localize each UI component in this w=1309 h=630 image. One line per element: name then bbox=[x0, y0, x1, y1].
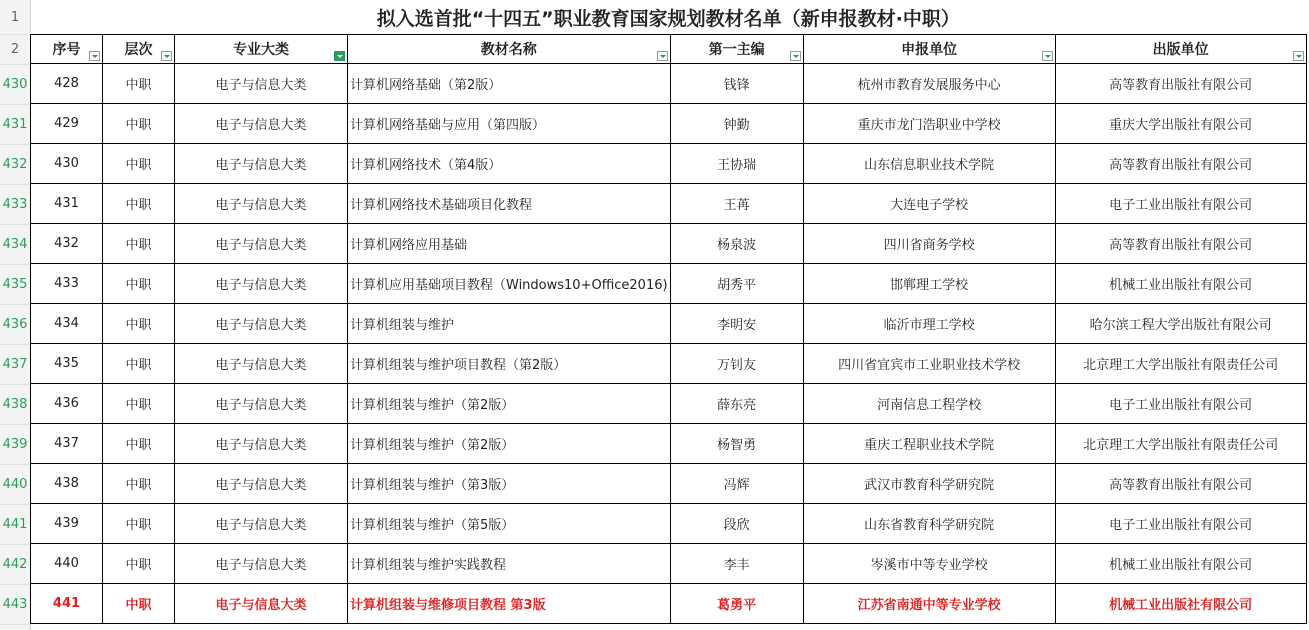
row-number[interactable]: 440 bbox=[0, 465, 30, 505]
filter-dropdown-icon[interactable] bbox=[161, 51, 172, 61]
publisher-cell[interactable]: 哈尔滨工程大学出版社有限公司 bbox=[1055, 304, 1306, 344]
category-cell[interactable]: 电子与信息大类 bbox=[175, 184, 348, 224]
chief-editor-cell[interactable]: 葛勇平 bbox=[670, 584, 803, 624]
header-label: 教材名称 bbox=[480, 42, 537, 58]
index-cell[interactable]: 437 bbox=[31, 424, 103, 464]
applicant-unit-cell[interactable]: 大连电子学校 bbox=[803, 184, 1055, 224]
table-row bbox=[31, 504, 1307, 544]
chief-editor-cell[interactable]: 钟勤 bbox=[670, 104, 803, 144]
index-cell[interactable]: 439 bbox=[31, 504, 103, 544]
row-number-column bbox=[0, 0, 31, 630]
applicant-unit-cell[interactable]: 临沂市理工学校 bbox=[803, 304, 1055, 344]
category-cell[interactable]: 电子与信息大类 bbox=[175, 584, 348, 624]
applicant-unit-cell[interactable]: 杭州市教育发展服务中心 bbox=[803, 64, 1055, 104]
chief-editor-cell[interactable]: 杨泉波 bbox=[670, 224, 803, 264]
index-cell[interactable]: 435 bbox=[31, 344, 103, 384]
category-cell[interactable]: 电子与信息大类 bbox=[175, 464, 348, 504]
title-row bbox=[31, 0, 1307, 35]
textbook-name-cell[interactable]: 计算机组装与维修项目教程 第3版 bbox=[348, 584, 671, 624]
header-cell[interactable] bbox=[803, 35, 1055, 64]
publisher-cell[interactable]: 高等教育出版社有限公司 bbox=[1055, 64, 1306, 104]
textbook-name-cell[interactable]: 计算机组装与维护实践教程 bbox=[348, 544, 671, 584]
index-cell[interactable]: 436 bbox=[31, 384, 103, 424]
index-cell[interactable]: 433 bbox=[31, 264, 103, 304]
level-cell[interactable]: 中职 bbox=[103, 384, 175, 424]
publisher-cell[interactable]: 机械工业出版社有限公司 bbox=[1055, 584, 1306, 624]
applicant-unit-cell[interactable]: 江苏省南通中等专业学校 bbox=[803, 584, 1055, 624]
level-cell[interactable]: 中职 bbox=[103, 264, 175, 304]
textbook-name-cell[interactable]: 计算机网络基础与应用（第四版） bbox=[348, 104, 671, 144]
level-cell[interactable]: 中职 bbox=[103, 504, 175, 544]
chief-editor-cell[interactable]: 李丰 bbox=[670, 544, 803, 584]
chief-editor-cell[interactable]: 王协瑞 bbox=[670, 144, 803, 184]
index-cell[interactable]: 428 bbox=[31, 64, 103, 104]
header-row bbox=[31, 35, 1307, 64]
row-number[interactable]: 435 bbox=[0, 265, 30, 305]
header-cell[interactable] bbox=[1055, 35, 1306, 64]
category-cell[interactable]: 电子与信息大类 bbox=[175, 104, 348, 144]
header-label: 第一主编 bbox=[708, 42, 765, 58]
index-cell[interactable]: 441 bbox=[31, 584, 103, 624]
row-number[interactable]: 431 bbox=[0, 105, 30, 145]
level-cell[interactable]: 中职 bbox=[103, 544, 175, 584]
category-cell[interactable]: 电子与信息大类 bbox=[175, 304, 348, 344]
header-cell[interactable] bbox=[31, 35, 103, 64]
chief-editor-cell[interactable]: 万钊友 bbox=[670, 344, 803, 384]
row-number[interactable]: 1 bbox=[0, 0, 30, 35]
textbook-name-cell[interactable]: 计算机组装与维护（第3版） bbox=[348, 464, 671, 504]
level-cell[interactable]: 中职 bbox=[103, 464, 175, 504]
applicant-unit-cell[interactable]: 山东信息职业技术学院 bbox=[803, 144, 1055, 184]
applicant-unit-cell[interactable]: 邯郸理工学校 bbox=[803, 264, 1055, 304]
row-number[interactable]: 2 bbox=[0, 35, 30, 65]
category-cell[interactable]: 电子与信息大类 bbox=[175, 144, 348, 184]
applicant-unit-cell[interactable]: 山东省教育科学研究院 bbox=[803, 504, 1055, 544]
sheet-title[interactable]: 拟入选首批“十四五”职业教育国家规划教材名单（新申报教材·中职） bbox=[31, 0, 1307, 35]
header-cell[interactable] bbox=[670, 35, 803, 64]
textbook-name-cell[interactable]: 计算机组装与维护（第5版） bbox=[348, 504, 671, 544]
publisher-cell[interactable]: 电子工业出版社有限公司 bbox=[1055, 504, 1306, 544]
level-cell[interactable]: 中职 bbox=[103, 64, 175, 104]
row-number[interactable]: 436 bbox=[0, 305, 30, 345]
row-number[interactable]: 434 bbox=[0, 225, 30, 265]
table-row bbox=[31, 584, 1307, 624]
textbook-name-cell[interactable]: 计算机组装与维护 bbox=[348, 304, 671, 344]
table-row bbox=[31, 424, 1307, 464]
level-cell[interactable]: 中职 bbox=[103, 424, 175, 464]
table-row bbox=[31, 384, 1307, 424]
index-cell[interactable]: 434 bbox=[31, 304, 103, 344]
level-cell[interactable]: 中职 bbox=[103, 304, 175, 344]
index-cell[interactable]: 432 bbox=[31, 224, 103, 264]
publisher-cell[interactable]: 北京理工大学出版社有限责任公司 bbox=[1055, 424, 1306, 464]
table-row bbox=[31, 344, 1307, 384]
applicant-unit-cell[interactable]: 四川省商务学校 bbox=[803, 224, 1055, 264]
level-cell[interactable]: 中职 bbox=[103, 584, 175, 624]
row-number[interactable]: 433 bbox=[0, 185, 30, 225]
level-cell[interactable]: 中职 bbox=[103, 144, 175, 184]
filter-dropdown-icon[interactable] bbox=[790, 51, 801, 61]
category-cell[interactable]: 电子与信息大类 bbox=[175, 224, 348, 264]
table-row bbox=[31, 544, 1307, 584]
table-row bbox=[31, 104, 1307, 144]
index-cell[interactable]: 430 bbox=[31, 144, 103, 184]
table-row bbox=[31, 64, 1307, 104]
table-row bbox=[31, 264, 1307, 304]
level-cell[interactable]: 中职 bbox=[103, 184, 175, 224]
row-number[interactable]: 443 bbox=[0, 585, 30, 625]
index-cell[interactable]: 440 bbox=[31, 544, 103, 584]
textbook-name-cell[interactable]: 计算机网络技术（第4版） bbox=[348, 144, 671, 184]
row-number[interactable]: 437 bbox=[0, 345, 30, 385]
chief-editor-cell[interactable]: 冯辉 bbox=[670, 464, 803, 504]
applicant-unit-cell[interactable]: 四川省宜宾市工业职业技术学校 bbox=[803, 344, 1055, 384]
publisher-cell[interactable]: 北京理工大学出版社有限责任公司 bbox=[1055, 344, 1306, 384]
level-cell[interactable]: 中职 bbox=[103, 224, 175, 264]
level-cell[interactable]: 中职 bbox=[103, 104, 175, 144]
textbook-table bbox=[30, 0, 1307, 624]
table-row bbox=[31, 304, 1307, 344]
publisher-cell[interactable]: 电子工业出版社有限公司 bbox=[1055, 384, 1306, 424]
header-label: 申报单位 bbox=[901, 42, 958, 58]
row-number[interactable]: 439 bbox=[0, 425, 30, 465]
chief-editor-cell[interactable]: 胡秀平 bbox=[670, 264, 803, 304]
header-label: 专业大类 bbox=[233, 42, 289, 58]
row-number[interactable]: 438 bbox=[0, 385, 30, 425]
publisher-cell[interactable]: 电子工业出版社有限公司 bbox=[1055, 184, 1306, 224]
row-number[interactable]: 430 bbox=[0, 65, 30, 105]
category-cell[interactable]: 电子与信息大类 bbox=[175, 504, 348, 544]
category-cell[interactable]: 电子与信息大类 bbox=[175, 384, 348, 424]
applicant-unit-cell[interactable]: 重庆工程职业技术学院 bbox=[803, 424, 1055, 464]
index-cell[interactable]: 438 bbox=[31, 464, 103, 504]
category-cell[interactable]: 电子与信息大类 bbox=[175, 424, 348, 464]
table-row bbox=[31, 224, 1307, 264]
filter-active-icon[interactable] bbox=[334, 51, 345, 61]
header-cell[interactable] bbox=[103, 35, 175, 64]
textbook-name-cell[interactable]: 计算机网络应用基础 bbox=[348, 224, 671, 264]
index-cell[interactable]: 431 bbox=[31, 184, 103, 224]
header-label: 出版单位 bbox=[1152, 42, 1209, 58]
table-body bbox=[31, 64, 1307, 624]
table-row bbox=[31, 184, 1307, 224]
applicant-unit-cell[interactable]: 重庆市龙门浩职业中学校 bbox=[803, 104, 1055, 144]
textbook-name-cell[interactable]: 计算机组装与维护（第2版） bbox=[348, 384, 671, 424]
chief-editor-cell[interactable]: 李明安 bbox=[670, 304, 803, 344]
header-cell[interactable] bbox=[348, 35, 671, 64]
chief-editor-cell[interactable]: 钱锋 bbox=[670, 64, 803, 104]
category-cell[interactable]: 电子与信息大类 bbox=[175, 344, 348, 384]
header-label: 序号 bbox=[52, 42, 81, 58]
publisher-cell[interactable]: 高等教育出版社有限公司 bbox=[1055, 144, 1306, 184]
row-number[interactable]: 441 bbox=[0, 505, 30, 545]
index-cell[interactable]: 429 bbox=[31, 104, 103, 144]
publisher-cell[interactable]: 高等教育出版社有限公司 bbox=[1055, 464, 1306, 504]
category-cell[interactable]: 电子与信息大类 bbox=[175, 264, 348, 304]
applicant-unit-cell[interactable]: 岑溪市中等专业学校 bbox=[803, 544, 1055, 584]
textbook-name-cell[interactable]: 计算机组装与维护项目教程（第2版） bbox=[348, 344, 671, 384]
publisher-cell[interactable]: 机械工业出版社有限公司 bbox=[1055, 264, 1306, 304]
table-row bbox=[31, 144, 1307, 184]
row-number[interactable]: 442 bbox=[0, 545, 30, 585]
applicant-unit-cell[interactable]: 河南信息工程学校 bbox=[803, 384, 1055, 424]
filter-dropdown-icon[interactable] bbox=[89, 51, 100, 61]
filter-dropdown-icon[interactable] bbox=[657, 51, 668, 61]
chief-editor-cell[interactable]: 杨智勇 bbox=[670, 424, 803, 464]
publisher-cell[interactable]: 机械工业出版社有限公司 bbox=[1055, 544, 1306, 584]
row-number[interactable]: 432 bbox=[0, 145, 30, 185]
table-row bbox=[31, 464, 1307, 504]
publisher-cell[interactable]: 重庆大学出版社有限公司 bbox=[1055, 104, 1306, 144]
textbook-name-cell[interactable]: 计算机应用基础项目教程（Windows10+Office2016) bbox=[348, 264, 671, 304]
publisher-cell[interactable]: 高等教育出版社有限公司 bbox=[1055, 224, 1306, 264]
applicant-unit-cell[interactable]: 武汉市教育科学研究院 bbox=[803, 464, 1055, 504]
chief-editor-cell[interactable]: 段欣 bbox=[670, 504, 803, 544]
chief-editor-cell[interactable]: 薛东亮 bbox=[670, 384, 803, 424]
textbook-name-cell[interactable]: 计算机组装与维护（第2版） bbox=[348, 424, 671, 464]
category-cell[interactable]: 电子与信息大类 bbox=[175, 544, 348, 584]
level-cell[interactable]: 中职 bbox=[103, 344, 175, 384]
header-cell[interactable] bbox=[175, 35, 348, 64]
category-cell[interactable]: 电子与信息大类 bbox=[175, 64, 348, 104]
chief-editor-cell[interactable]: 王苒 bbox=[670, 184, 803, 224]
header-label: 层次 bbox=[124, 42, 153, 58]
textbook-name-cell[interactable]: 计算机网络基础（第2版） bbox=[348, 64, 671, 104]
filter-dropdown-icon[interactable] bbox=[1293, 51, 1304, 61]
textbook-name-cell[interactable]: 计算机网络技术基础项目化教程 bbox=[348, 184, 671, 224]
filter-dropdown-icon[interactable] bbox=[1042, 51, 1053, 61]
